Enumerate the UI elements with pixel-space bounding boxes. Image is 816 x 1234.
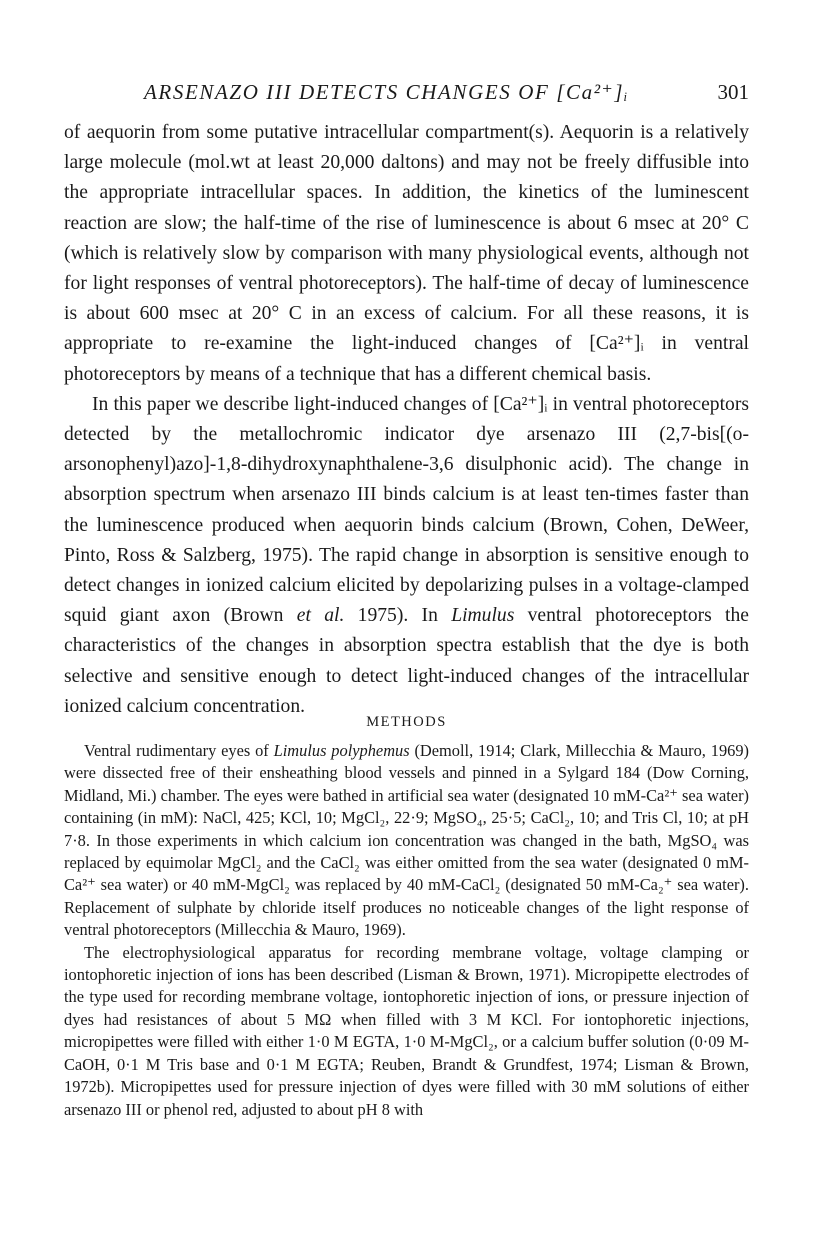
- running-head-title: ARSENAZO III DETECTS CHANGES OF [Ca²⁺]ᵢ: [144, 80, 630, 104]
- intro-p2-text-b: 1975). In: [344, 605, 452, 627]
- intro-p2-text-c: ventral photoreceptors the characteristics of the changes in absorption spectra establish that the dye is both selective and sensitive enough to detect light-induced changes of the intracellular ionized calcium concentration.: [64, 605, 749, 717]
- methods-heading: METHODS: [366, 714, 447, 730]
- methods-paragraph-2: The electrophysiological apparatus for recording membrane voltage, voltage clamping or iontophoretic injection of ions has been described (Lisman & Brown, 1971). Micropipette electrodes of the type used for recording membrane voltage, iontophoretic injection of ions, or pressure injection of dyes had resistances of about 5 MΩ when filled with 3 M KCl. For iontophoretic injections, micropipettes were filled with either 1·0 M EGTA, 1·0 M-MgCl₂, or a calcium buffer solution (0·09 M-CaOH, 0·1 M Tris base and 0·1 M EGTA; Reuben, Brandt & Grundfest, 1974; Lisman & Brown, 1972b). Micropipettes used for pressure injection of dyes were filled with 30 mM solutions of either arsenazo III or phenol red, adjusted to about pH 8 with: [64, 942, 749, 1119]
- methods-paragraph-1: [64, 740, 749, 942]
- methods-text: [64, 740, 749, 1121]
- intro-paragraph-1: of aequorin from some putative intracellular compartment(s). Aequorin is a relatively large molecule (mol.wt at least 20,000 daltons) and may not be freely diffusible into the appropriate intracellular spaces. In addition, the kinetics of the luminescent reaction are slow; the half-time of the rise of luminescence is about 6 msec at 20° C (which is relatively slow by comparison with many physiological events, although not for light responses of ventral photoreceptors). The half-time of decay of luminescence is about 600 msec at 20° C in an excess of calcium. For all these reasons, it is appropriate to re-examine the light-induced changes of [Ca²⁺]ᵢ in ventral photoreceptors by means of a technique that has a different chemical basis.: [64, 122, 749, 385]
- introduction-text: [64, 118, 749, 722]
- intro-p2-limulus: Limulus: [451, 605, 515, 627]
- methods-p1-text-a: Ventral rudimentary eyes of: [84, 741, 274, 760]
- methods-p1-text-b: (Demoll, 1914; Clark, Millecchia & Mauro, 1969) were dissected free of their ensheathing blood vessels and pinned in a Sylgard 184 (Dow Corning, Midland, Mi.) chamber. The eyes were bathed in artificial sea water (designated 10 mM-Ca²⁺ sea water) containing (in mM): NaCl, 425; KCl, 10; MgCl₂, 22·9; MgSO₄, 25·5; CaCl₂, 10; and Tris Cl, 10; at pH 7·8. In those experiments in which calcium ion concentration was changed in the bath, MgSO₄ was replaced by equimolar MgCl₂ and the CaCl₂ was either omitted from the sea water (designated 0 mM-Ca²⁺ sea water) or 40 mM-MgCl₂ was replaced by 40 mM-CaCl₂ (designated 50 mM-Ca₂⁺ sea water). Replacement of sulphate by chloride itself produces no noticeable changes of the light response of ventral photoreceptors (Millecchia & Mauro, 1969).: [64, 741, 749, 940]
- running-head: [64, 80, 749, 114]
- intro-paragraph-2: [64, 390, 749, 722]
- intro-p2-et-al: et al.: [296, 605, 345, 627]
- intro-p2-text-a: In this paper we describe light-induced changes of [Ca²⁺]ᵢ in ventral photoreceptors detected by the metallochromic indicator dye arsenazo III (2,7-bis[(o-arsonophenyl)azo]-1,8-dihydroxynaphthalene-3,6 disulphonic acid). The change in absorption spectrum when arsenazo III binds calcium is at least ten-times faster than the luminescence produced when aequorin binds calcium (Brown, Cohen, DeWeer, Pinto, Ross & Salzberg, 1975). The rapid change in absorption is sensitive enough to detect changes in ionized calcium elicited by depolarizing pulses in a voltage-clamped squid giant axon (Brown: [64, 393, 749, 627]
- page-number: 301: [717, 80, 749, 104]
- methods-p1-species: Limulus polyphemus: [273, 741, 410, 760]
